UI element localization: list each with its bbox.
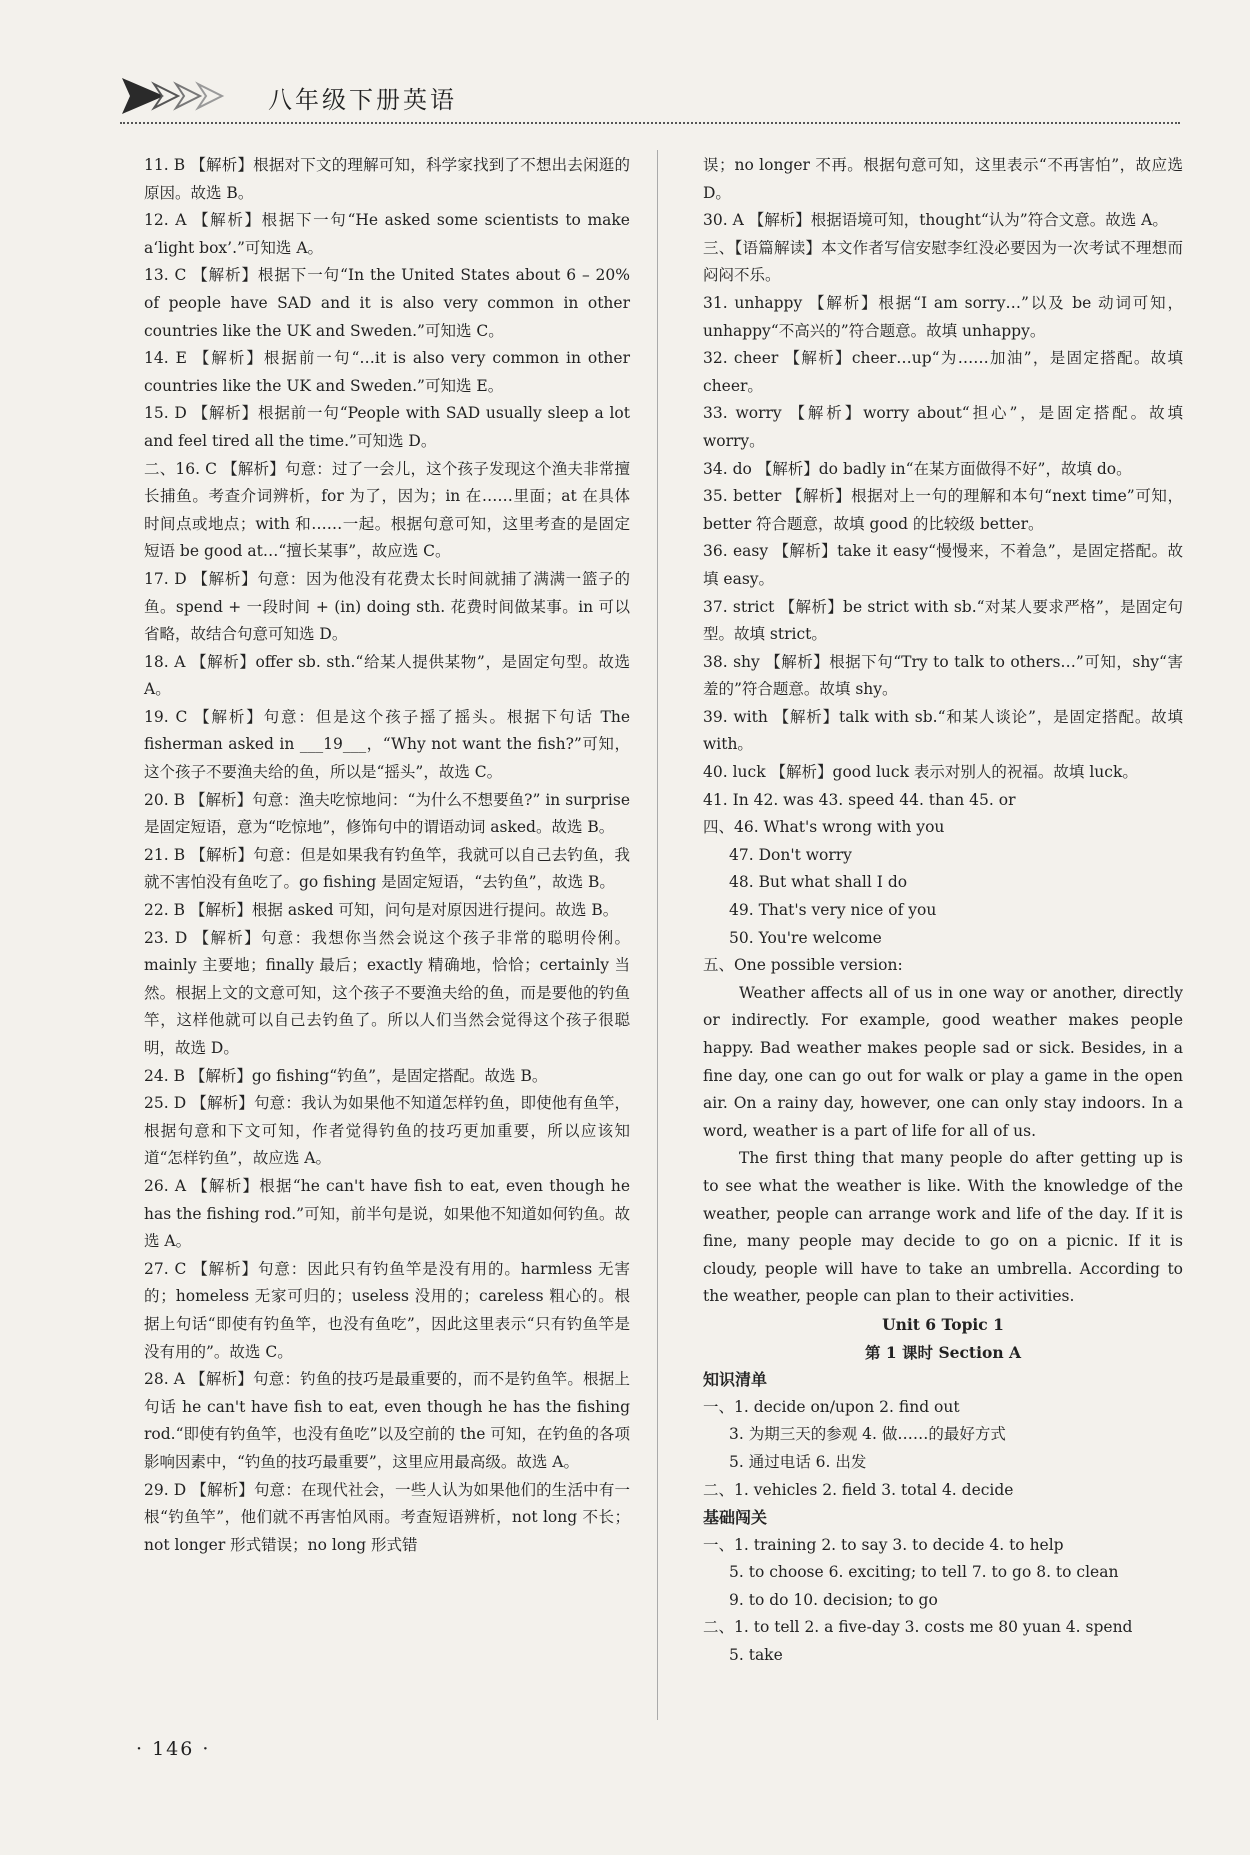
knowledge-line: 3. 为期三天的参观 4. 做……的最好方式 (729, 1425, 1006, 1444)
basics-line: 5. to choose 6. exciting; to tell 7. to go 8. to clean (729, 1563, 1119, 1582)
answer-item: 25. D 【解析】句意：我认为如果他不知道怎样钓鱼，即使他有鱼竿，根据句意和下文可知，作者觉得钓鱼的技巧更加重要，所以应该知道“怎样钓鱼”，故应选 A。 (144, 1094, 630, 1168)
right-column (703, 152, 1183, 1670)
answer-item: 33. worry 【解析】worry about“担心”，是固定搭配。故填 worry。 (703, 404, 1183, 450)
answer-item: 21. B 【解析】句意：但是如果我有钓鱼竿，我就可以自己去钓鱼，我就不害怕没有鱼吃了。go fishing 是固定短语，“去钓鱼”，故选 B。 (144, 845, 630, 892)
page-header (120, 72, 1180, 124)
answer-item: 48. But what shall I do (729, 873, 908, 892)
answer-item: 24. B 【解析】go fishing“钓鱼”，是固定搭配。故选 B。 (144, 1066, 548, 1085)
unit-title: Unit 6 Topic 1 (882, 1314, 1004, 1334)
answer-item: 49. That's very nice of you (729, 901, 937, 920)
answer-item: 27. C 【解析】句意：因此只有钓鱼竿是没有用的。harmless 无害的；homeless 无家可归的；useless 没用的；careless 粗心的。根据上句话“即使有钓鱼竿，也没有鱼吃”，因此这里表示“只有钓鱼竿是没有用的”。故选 C。 (144, 1259, 630, 1361)
answer-item: 35. better 【解析】根据对上一句的理解和本句“next time”可知，better 符合题意，故填 good 的比较级 better。 (703, 487, 1183, 533)
answer-item: 41. In 42. was 43. speed 44. than 45. or (703, 790, 1016, 809)
answer-item: 30. A 【解析】根据语境可知，thought“认为”符合文意。故选 A。 (703, 211, 1168, 230)
answer-item: 四、46. What's wrong with you (703, 818, 945, 837)
left-column (144, 152, 630, 1559)
answer-item: 17. D 【解析】句意：因为他没有花费太长时间就捕了满满一篮子的鱼。spend + 一段时间 + (in) doing sth. 花费时间做某事。in 可以省略，故结合句意可知选 D。 (144, 569, 630, 644)
answer-item: 14. E 【解析】根据前一句“…it is also very common in other countries like the UK and Sweden.”可知选 E。 (144, 349, 630, 395)
knowledge-line: 5. 通过电话 6. 出发 (729, 1452, 867, 1471)
essay-paragraph: The first thing that many people do after getting up is to see what the weather is like. With the knowledge of the weather, people can arrange work and life of the day. If it is fine, many people may decide to go on a picnic. If it is cloudy, people will have to take an umbrella. According to the weather, people can plan to their activities. (703, 1149, 1183, 1306)
answer-item: 31. unhappy 【解析】根据“I am sorry…”以及 be 动词可知，unhappy“不高兴的”符合题意。故填 unhappy。 (703, 293, 1183, 340)
basics-heading: 基础闯关 (703, 1508, 768, 1528)
knowledge-heading: 知识清单 (703, 1370, 768, 1390)
answer-item: 36. easy 【解析】take it easy“慢慢来，不着急”，是固定搭配。故填 easy。 (703, 542, 1183, 588)
answer-item: 28. A 【解析】句意：钓鱼的技巧是最重要的，而不是钓鱼竿。根据上句话 he can't have fish to eat, even though he has the fishing rod.“即使有钓鱼竿，也没有鱼吃”以及空前的 the 可知，在钓鱼的各项影响因素中，“钓鱼的技巧最重要”，这里应用最高级。故选 A。 (144, 1370, 630, 1471)
answer-item: 11. B 【解析】根据对下文的理解可知，科学家找到了不想出去闲逛的原因。故选 B。 (144, 156, 630, 202)
column-divider (657, 150, 658, 1720)
answer-item: 37. strict 【解析】be strict with sb.“对某人要求严格”，是固定句型。故填 strict。 (703, 597, 1183, 644)
knowledge-line: 一、1. decide on/upon 2. find out (703, 1397, 960, 1416)
basics-line: 9. to do 10. decision; to go (729, 1590, 938, 1609)
lesson-title: 第 1 课时 Section A (864, 1342, 1022, 1362)
answer-item: 五、One possible version: (703, 956, 903, 975)
basics-line: 5. take (729, 1646, 783, 1665)
header-divider (120, 122, 1180, 124)
answer-item: 26. A 【解析】根据“he can't have fish to eat, even though he has the fishing rod.”可知，前半句是说，如果他不知道如何钓鱼。故选 A。 (144, 1176, 630, 1251)
answer-item: 18. A 【解析】offer sb. sth.“给某人提供某物”，是固定句型。故选 A。 (144, 652, 630, 699)
answer-item: 32. cheer 【解析】cheer…up“为……加油”，是固定搭配。故填 cheer。 (703, 349, 1183, 395)
answer-item: 三、【语篇解读】本文作者写信安慰李红没必要因为一次考试不理想而闷闷不乐。 (703, 238, 1183, 285)
basics-line: 二、1. to tell 2. a five-day 3. costs me 80 yuan 4. spend (703, 1618, 1133, 1637)
answer-item: 50. You're welcome (729, 928, 882, 947)
basics-line: 一、1. training 2. to say 3. to decide 4. to help (703, 1535, 1064, 1554)
answer-item: 47. Don't worry (729, 845, 852, 864)
answer-item: 34. do 【解析】do badly in“在某方面做得不好”，故填 do。 (703, 459, 1132, 478)
answer-item: 19. C 【解析】句意：但是这个孩子摇了摇头。根据下句话 The fisherman asked in ___19___，“Why not want the fish?”可知，这个孩子不要渔夫给的鱼，所以是“摇头”，故选 C。 (144, 707, 630, 782)
answer-item: 38. shy 【解析】根据下句“Try to talk to others…”可知，shy“害羞的”符合题意。故填 shy。 (703, 652, 1183, 699)
answer-item: 13. C 【解析】根据下一句“In the United States about 6 – 20% of people have SAD and it is also very common in other countries like the UK and Sweden.”可知选 C。 (144, 266, 630, 340)
answer-item: 12. A 【解析】根据下一句“He asked some scientists to make a‘light box’.”可知选 A。 (144, 211, 630, 257)
answer-item: 23. D 【解析】句意：我想你当然会说这个孩子非常的聪明伶俐。mainly 主要地；finally 最后；exactly 精确地，恰恰；certainly 当然。根据上文的文意可知，这个孩子不要渔夫给的鱼，而是要他的钓鱼竿，这样他就可以自己去钓鱼了。所以人们当然会觉得这个孩子很聪明，故选 D。 (144, 928, 630, 1057)
answer-item: 29. D 【解析】句意：在现代社会，一些人认为如果他们的生活中有一根“钓鱼竿”，他们就不再害怕风雨。考查短语辨析，not long 不长；not longer 形式错误；no long 形式错 (144, 1480, 630, 1554)
answer-item: 二、16. C 【解析】句意：过了一会儿，这个孩子发现这个渔夫非常擅长捕鱼。考查介词辨析，for 为了，因为；in 在……里面；at 在具体时间点或地点；with 和……一起。根据句意可知，这里考查的是固定短语 be good at…“擅长某事”，故应选 C。 (144, 459, 630, 561)
answer-item: 20. B 【解析】句意：渔夫吃惊地问：“为什么不想要鱼?” in surprise 是固定短语，意为“吃惊地”，修饰句中的谓语动词 asked。故选 B。 (144, 790, 630, 837)
essay-paragraph: Weather affects all of us in one way or another, directly or indirectly. For example, good weather makes people happy. Bad weather makes people sad or sick. Besides, in a fine day, one can go out for walk or play a game in the open air. On a rainy day, however, one can only stay indoors. In a word, weather is a part of life for all of us. (703, 983, 1183, 1140)
arrow-logo-icon (120, 76, 240, 116)
page-number: · 146 · (136, 1738, 211, 1760)
knowledge-line: 二、1. vehicles 2. field 3. total 4. decide (703, 1480, 1014, 1499)
answer-item: 15. D 【解析】根据前一句“People with SAD usually sleep a lot and feel tired all the time.”可知选 D。 (144, 404, 630, 450)
answer-item: 40. luck 【解析】good luck 表示对别人的祝福。故填 luck。 (703, 763, 1138, 782)
answer-item: 22. B 【解析】根据 asked 可知，问句是对原因进行提问。故选 B。 (144, 901, 619, 920)
answer-item: 误；no longer 不再。根据句意可知，这里表示“不再害怕”，故应选 D。 (703, 156, 1183, 202)
header-title: 八年级下册英语 (268, 86, 457, 114)
answer-item: 39. with 【解析】talk with sb.“和某人谈论”，是固定搭配。故填 with。 (703, 707, 1183, 754)
